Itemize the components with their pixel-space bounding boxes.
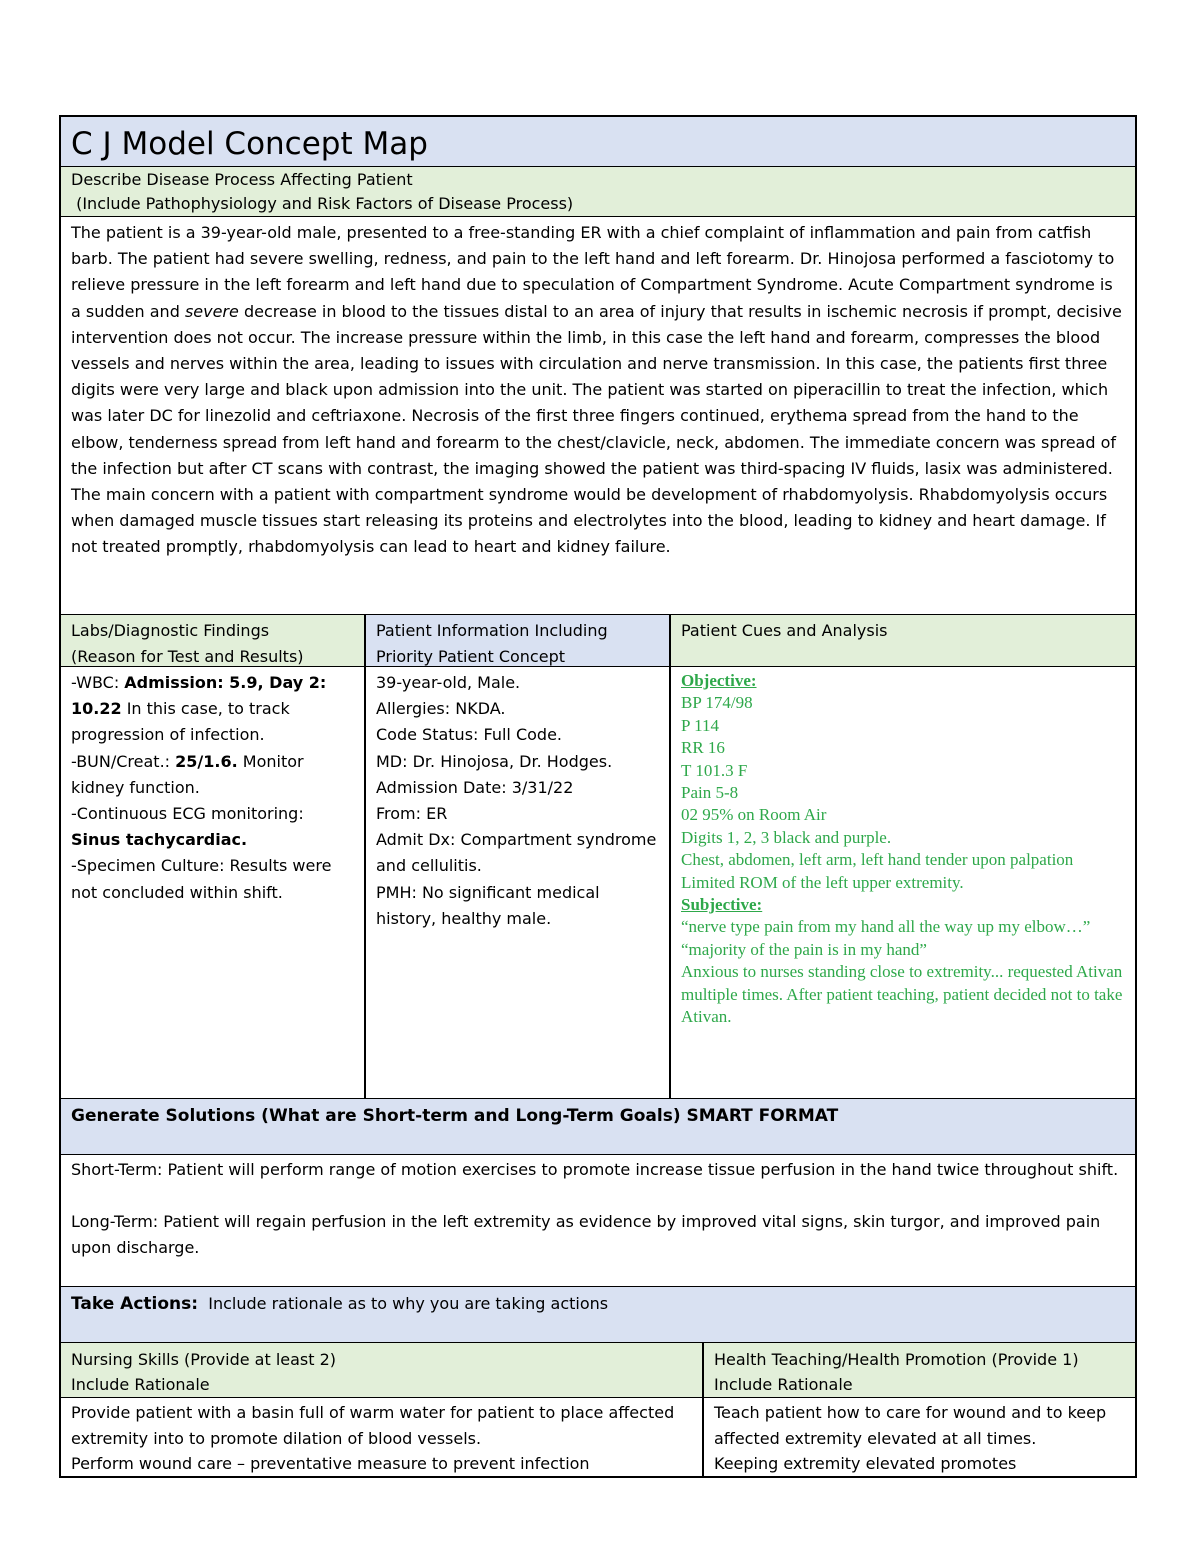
objective-cue: T 101.3 F <box>681 760 748 780</box>
wbc-values: Admission: 5.9, Day 2: 10.22 <box>71 673 327 719</box>
short-term-goal: Short-Term: Patient will perform range of motion exercises to promote increase tissue perfusion in the hand twice throughout shift. <box>71 1160 1119 1179</box>
patient-info-header-line-1: Patient Information Including <box>376 621 608 640</box>
teaching-header-line-1: Health Teaching/Health Promotion (Provide 1) <box>714 1350 1079 1369</box>
ecg-value: Sinus tachycardiac. <box>71 830 248 850</box>
subjective-cue: “nerve type pain from my hand all the way up my elbow…” <box>681 917 1091 937</box>
objective-cue: Pain 5-8 <box>681 783 739 803</box>
teaching-item: Keeping extremity elevated promotes <box>714 1454 1017 1473</box>
actions-heading-rest: Include rationale as to why you are taking actions <box>198 1294 609 1313</box>
solutions-body-row <box>61 1155 1135 1287</box>
objective-cue: BP 174/98 <box>681 693 753 713</box>
patient-info-item: Code Status: Full Code. <box>376 725 562 745</box>
patient-info-item: From: ER <box>376 804 448 824</box>
wbc-finding <box>71 670 354 749</box>
objective-cue: Digits 1, 2, 3 black and purple. <box>681 827 892 847</box>
wbc-prefix: -WBC: <box>71 673 125 692</box>
labs-header-line-1: Labs/Diagnostic Findings <box>71 621 270 640</box>
nursing-skills-header <box>61 1343 704 1397</box>
patient-info-item: PMH: No significant medical history, healthy male. <box>376 882 600 928</box>
health-teaching-header <box>704 1343 1135 1397</box>
wbc-note: In this case, to track progression of infection. <box>71 699 290 745</box>
patient-info-item: 39-year-old, Male. <box>376 673 521 692</box>
teaching-item: Teach patient how to care for wound and to keep affected extremity elevated at all times. <box>714 1403 1107 1448</box>
labs-column <box>61 667 366 1098</box>
cues-column <box>671 667 1135 1098</box>
actions-heading <box>61 1287 1135 1320</box>
objective-label: Objective: <box>681 671 757 690</box>
bun-values: 25/1.6. <box>175 751 238 771</box>
patient-info-item: Allergies: NKDA. <box>376 699 506 719</box>
disease-header-row <box>61 167 1135 217</box>
objective-cue: Limited ROM of the left upper extremity. <box>681 872 964 892</box>
nursing-header-line-1: Nursing Skills (Provide at least 2) <box>71 1350 337 1369</box>
long-term-goal: Long-Term: Patient will regain perfusion in the left extremity as evidence by improved vital signs, skin turgor, and improved pain upon discharge. <box>71 1212 1101 1257</box>
actions-subheader-row <box>61 1343 1135 1398</box>
bun-prefix: -BUN/Creat.: <box>71 751 176 771</box>
patient-info-header-line-2: Priority Patient Concept <box>376 647 565 666</box>
disease-heading: Describe Disease Process Affecting Patient <box>71 170 413 189</box>
actions-heading-bold: Take Actions: <box>71 1294 199 1314</box>
objective-cue: 02 95% on Room Air <box>681 805 827 825</box>
patient-info-item: Admit Dx: Compartment syndrome and cellulitis. <box>376 830 657 876</box>
bun-finding <box>71 749 354 801</box>
patient-info-item: Admission Date: 3/31/22 <box>376 777 574 797</box>
teaching-header-line-2: Include Rationale <box>714 1375 853 1394</box>
objective-cue: P 114 <box>681 715 719 735</box>
nursing-header-line-2: Include Rationale <box>71 1375 210 1394</box>
cues-header-line-1: Patient Cues and Analysis <box>681 621 888 640</box>
subjective-cue: Anxious to nurses standing close to extremity... requested Ativan multiple times. After patient teaching, patient decided not to take Ativan. <box>681 962 1123 1027</box>
disease-text-part-1: The patient is a 39-year-old male, presented to a free-standing ER with a chief complaint of inflammation and pain from catfish barb. The patient had severe swelling, redness, and pain to the left hand and left forearm. Dr. Hinojosa performed a fasciotomy to relieve pressure in the left forearm and left hand due to speculation of Compartment Syndrome. Acute Compartment syndrome is a sudden and <box>71 223 1115 321</box>
health-teaching-body <box>704 1398 1135 1476</box>
findings-body-row <box>61 667 1135 1099</box>
actions-header-row <box>61 1287 1135 1343</box>
patient-info-item: MD: Dr. Hinojosa, Dr. Hodges. <box>376 751 613 771</box>
patient-info-column <box>366 667 671 1098</box>
culture-finding: -Specimen Culture: Results were not concluded within shift. <box>71 856 332 902</box>
concept-map-table <box>59 115 1137 1478</box>
nursing-skill-item: Provide patient with a basin full of warm water for patient to place affected extremity into to promote dilation of blood vessels. <box>71 1403 675 1448</box>
subjective-cue: “majority of the pain is in my hand” <box>681 939 927 959</box>
nursing-skill-item: Perform wound care – preventative measure to prevent infection <box>71 1454 590 1473</box>
disease-text-emphasis: severe <box>184 301 239 321</box>
labs-header-line-2: (Reason for Test and Results) <box>71 647 304 666</box>
nursing-skills-body <box>61 1398 704 1476</box>
page-title: C J Model Concept Map <box>71 126 428 162</box>
title-row <box>61 117 1135 167</box>
solutions-heading: Generate Solutions (What are Short-term and Long-Term Goals) SMART FORMAT <box>71 1106 839 1126</box>
disease-text-part-2: decrease in blood to the tissues distal to an area of injury that results in ischemic necrosis if prompt, decisive intervention does not occur. The increase pressure within the limb, in this case the left hand and forearm, compresses the blood vessels and nerves within the area, leading to issues with circulation and nerve transmission. In this case, the patients first three digits were very large and black upon admission into the unit. The patient was started on piperacillin to treat the infection, which was later DC for linezolid and ceftriaxone. Necrosis of the first three fingers continued, erythema spread from the hand to the elbow, tenderness spread from left hand and forearm to the chest/clavicle, neck, abdomen. The immediate concern was spread of the infection but after CT scans with contrast, the imaging showed the patient was third-spacing IV fluids, lasix was administered. The main concern with a patient with compartment syndrome would be development of rhabdomyolysis. Rhabdomyolysis occurs when damaged muscle tissues start releasing its proteins and electrolytes into the blood, leading to kidney and heart damage. If not treated promptly, rhabdomyolysis can lead to heart and kidney failure. <box>71 301 1122 557</box>
objective-cue: RR 16 <box>681 738 725 758</box>
disease-description <box>61 217 1135 564</box>
disease-body-row <box>61 217 1135 615</box>
ecg-prefix: -Continuous ECG monitoring: <box>71 804 304 824</box>
solutions-header-row <box>61 1099 1135 1155</box>
subjective-label: Subjective: <box>681 895 763 915</box>
cues-header <box>671 615 1135 666</box>
labs-header <box>61 615 366 666</box>
disease-subheading: (Include Pathophysiology and Risk Factors of Disease Process) <box>71 194 574 213</box>
ecg-finding <box>71 801 354 853</box>
findings-header-row <box>61 615 1135 667</box>
actions-body-row <box>61 1398 1135 1476</box>
bun-note: Monitor kidney function. <box>71 751 304 797</box>
objective-cue: Chest, abdomen, left arm, left hand tender upon palpation <box>681 850 1074 870</box>
patient-info-header <box>366 615 671 666</box>
